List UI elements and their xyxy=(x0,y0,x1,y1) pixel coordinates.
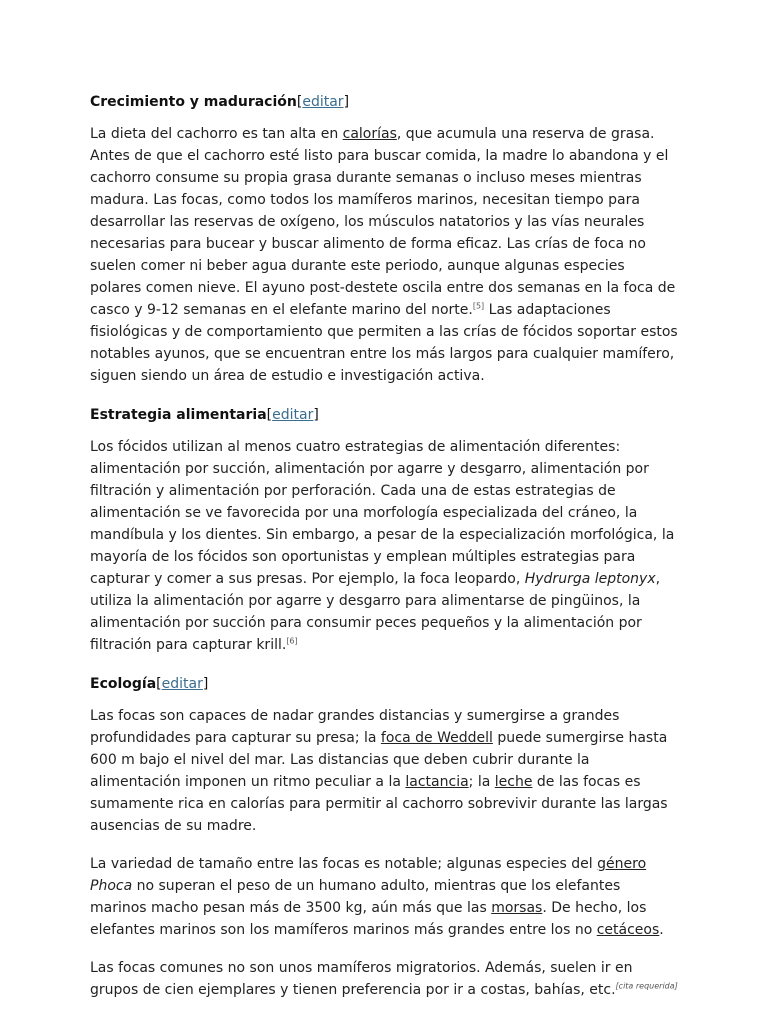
text: , utiliza la alimentación por agarre y desgarro para alimentarse de pingüinos, la alimentación por succión para consumir peces pequeños y la alimentación por filtración para capturar krill. xyxy=(90,571,661,653)
link-morsas[interactable]: morsas xyxy=(491,900,543,916)
bracket-close: ] xyxy=(343,94,350,110)
genus-name: Phoca xyxy=(90,878,133,894)
text: La variedad de tamaño entre las focas es notable; algunas especies del xyxy=(90,856,598,872)
article-content xyxy=(90,91,680,1017)
paragraph-ecologia-2 xyxy=(90,853,680,941)
bracket-close: ] xyxy=(202,676,209,692)
edit-link-estrategia[interactable]: editar xyxy=(272,407,314,423)
text: puede sumergirse hasta 600 m bajo el nivel del mar. Las distancias que deben cubrir durante la alimentación imponen un ritmo peculiar a la xyxy=(90,730,668,790)
text: de las focas es sumamente rica en calorías para permitir al cachorro sobrevivir durante las largas ausencias de su madre. xyxy=(90,774,668,834)
link-calorias[interactable]: calorías xyxy=(342,126,397,142)
edit-link-ecologia[interactable]: editar xyxy=(161,676,203,692)
link-lactancia[interactable]: lactancia xyxy=(405,774,469,790)
text: Las focas son capaces de nadar grandes distancias y sumergirse a grandes profundidades para capturar su presa; la xyxy=(90,708,620,746)
paragraph-ecologia-3 xyxy=(90,957,680,1001)
section-heading-estrategia xyxy=(90,404,680,426)
section-title: Crecimiento y maduración xyxy=(90,94,297,110)
text: ; la xyxy=(468,774,495,790)
species-name: Hydrurga leptonyx xyxy=(524,571,656,587)
bracket-open: [ xyxy=(156,676,162,692)
text: . De hecho, los elefantes marinos son los mamíferos marinos más grandes entre los no xyxy=(90,900,647,938)
paragraph-ecologia-1 xyxy=(90,705,680,837)
text: , que acumula una reserva de grasa. Antes de que el cachorro esté listo para buscar comida, la madre lo abandona y el cachorro consume su propia grasa durante semanas o incluso meses mientras madura. Las focas, como todos los mamíferos marinos, necesitan tiempo para desarrollar las reservas de oxígeno, los músculos natatorios y las vías neurales necesarias para bucear y buscar alimento de forma eficaz. Las crías de foca no suelen comer ni beber agua durante este periodo, aunque algunas especies polares comen nieve. El ayuno post-destete oscila entre dos semanas en la foca de casco y 9-12 semanas en el elefante marino del norte. xyxy=(90,126,676,318)
reference-6[interactable]: [6] xyxy=(286,636,298,646)
text: Los fócidos utilizan al menos cuatro estrategias de alimentación diferentes: alimentación por succión, alimentación por agarre y desgarro, alimentación por filtración y alimentación por perforación. Cada una de estas estrategias de alimentación se ve favorecida por una morfología especializada del cráneo, la mandíbula y los dientes. Sin embargo, a pesar de la especialización morfológica, la mayoría de los fócidos son oportunistas y emplean múltiples estrategias para capturar y comer a sus presas. Por ejemplo, la foca leopardo, xyxy=(90,439,675,587)
link-foca-de-weddell[interactable]: foca de Weddell xyxy=(380,730,493,746)
link-cetaceos[interactable]: cetáceos xyxy=(596,922,660,938)
text: Las focas comunes no son unos mamíferos migratorios. Además, suelen ir en grupos de cien ejemplares y tienen preferencia por ir a costas, bahías, etc. xyxy=(90,960,633,998)
text: . xyxy=(659,922,664,938)
link-leche[interactable]: leche xyxy=(494,774,533,790)
paragraph-estrategia xyxy=(90,436,680,656)
text: Las adaptaciones fisiológicas y de comportamiento que permiten a las crías de fócidos soportar estos notables ayunos, que se encuentran entre los más largos para cualquier mamífero, siguen siendo un área de estudio e investigación activa. xyxy=(90,302,678,384)
citation-needed[interactable]: [cita requerida] xyxy=(615,981,678,991)
bracket-open: [ xyxy=(296,94,303,110)
bracket-open: [ xyxy=(266,407,273,423)
section-heading-ecologia xyxy=(90,673,680,695)
section-title: Estrategia alimentaria xyxy=(90,407,267,423)
edit-link-crecimiento[interactable]: editar xyxy=(302,94,344,110)
bracket-close: ] xyxy=(313,407,319,423)
paragraph-crecimiento xyxy=(90,123,680,387)
text: La dieta del cachorro es tan alta en xyxy=(90,126,343,142)
section-heading-crecimiento xyxy=(90,91,680,113)
link-genero[interactable]: género xyxy=(597,856,647,872)
reference-5[interactable]: [5] xyxy=(472,301,485,311)
section-title: Ecología xyxy=(90,676,157,692)
text: no superan el peso de un humano adulto, mientras que los elefantes marinos macho pesan más de 3500 kg, aún más que las xyxy=(90,878,621,916)
